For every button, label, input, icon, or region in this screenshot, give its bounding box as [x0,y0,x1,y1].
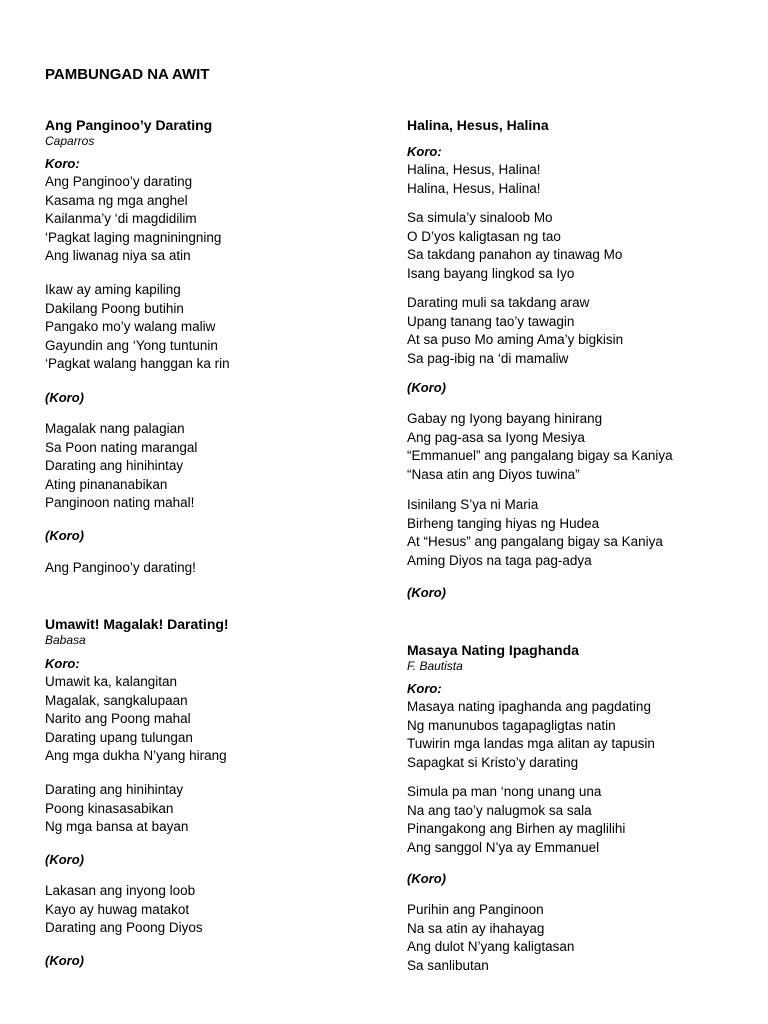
lyric-line: Dakilang Poong butihin [45,300,184,316]
lyric-line: Darating ang hinihintay [45,782,184,797]
lyric-line: Ng mga bansa at bayan [45,819,189,834]
verse-block [407,410,747,484]
lyric-line: Masaya nating ipaghanda ang pagdating [407,699,651,714]
lyric-line: “Nasa atin ang Diyos tuwina” [407,466,580,482]
song-title: Umawit! Magalak! Darating! [45,616,229,632]
lyric-line: Pangako mo’y walang maliw [45,319,216,334]
lyric-line: Isang bayang lingkod sa Iyo [407,265,575,281]
lyric-line: At sa puso Mo aming Ama’y bigkisin [407,332,624,347]
koro-block [407,143,747,198]
lyric-line: Umawit ka, kalangitan [45,674,178,689]
lyric-line: Ang sanggol N’ya ay Emmanuel [407,839,600,855]
koro-ref: (Koro) [45,528,84,543]
verse-block [45,781,385,837]
lyric-line: Kayo ay huwag matakot [45,901,190,917]
lyric-line: Gabay ng Iyong bayang hinirang [407,411,603,426]
lyric-line: Kasama ng mga anghel [45,192,188,208]
lyric-line: Ng manunubos tagapagligtas natin [407,717,616,733]
lyric-line: Na ang tao’y nalugmok sa sala [407,802,592,818]
lyric-line: Sa pag-ibig na ‘di mamaliw [407,350,569,366]
song-author: F. Bautista [407,659,463,673]
lyric-line: Magalak, sangkalupaan [45,692,188,708]
lyric-line: Sa Poon nating marangal [45,439,198,455]
lyric-line: Poong kinasasabikan [45,800,174,816]
lyric-line: ‘Pagkat laging magniningning [45,229,222,245]
koro-ref: (Koro) [407,585,446,600]
lyric-line: At “Hesus” ang pangalang bigay sa Kaniya [407,534,663,549]
verse-block [407,901,747,975]
verse-block [407,209,747,283]
lyric-line: Panginoon nating mahal! [45,495,195,510]
lyric-line: Halina, Hesus, Halina! [407,180,541,196]
koro-label: Koro: [407,144,442,159]
lyric-line: Isinilang S’ya ni Maria [407,497,539,512]
lyric-line: Sa simula’y sinaloob Mo [407,210,553,225]
lyric-line: O D’yos kaligtasan ng tao [407,228,561,244]
lyric-line: Darating ang Poong Diyos [45,920,203,935]
lyric-line: Magalak nang palagian [45,421,185,436]
lyric-line: Ang Panginoo’y darating! [45,560,196,575]
lyric-line: Darating ang hinihintay [45,458,184,473]
song-title: Halina, Hesus, Halina [407,117,549,133]
lyric-line: Aming Diyos na taga pag-adya [407,552,592,568]
lyric-line: Ikaw ay aming kapiling [45,282,181,297]
koro-ref: (Koro) [407,380,446,395]
lyric-line: Gayundin ang ‘Yong tuntunin [45,337,218,353]
lyric-line: Sa takdang panahon ay tinawag Mo [407,247,623,262]
song-author: Babasa [45,633,86,647]
lyric-line: Ang mga dukha N’yang hirang [45,748,227,763]
koro-block [45,655,385,766]
song-masaya-nating-ipaghanda [407,641,747,674]
lyric-line: Tuwirin mga landas mga alitan ay tapusin [407,736,655,751]
lyric-line: Ating pinananabikan [45,476,168,492]
lyric-line: Lakasan ang inyong loob [45,883,196,898]
song-title: Ang Panginoo’y Darating [45,117,213,133]
lyric-line: Narito ang Poong mahal [45,711,191,726]
song-umawit-magalak-darating [45,615,385,648]
lyric-line: Simula pa man ‘nong unang una [407,784,602,799]
lyric-line: Birheng tanging hiyas ng Hudea [407,515,600,531]
song-author: Caparros [45,134,95,148]
lyric-line: Darating upang tulungan [45,729,193,745]
lyric-line: Pinangakong ang Birhen ay maglilihi [407,821,626,836]
page-title: PAMBUNGAD NA AWIT [45,66,210,83]
lyric-line: Ang pag-asa sa Iyong Mesiya [407,429,585,445]
koro-ref: (Koro) [45,953,84,968]
song-title: Masaya Nating Ipaghanda [407,642,579,658]
koro-label: Koro: [407,681,442,696]
lyric-line: Na sa atin ay ihahayag [407,920,545,936]
koro-label: Koro: [45,156,80,171]
verse-block [407,294,747,368]
lyric-line: Kailanma’y ‘di magdidilim [45,211,197,226]
koro-ref: (Koro) [45,390,84,405]
lyric-line: Darating muli sa takdang araw [407,295,590,310]
koro-ref: (Koro) [45,852,84,867]
lyric-line: Ang liwanag niya sa atin [45,248,191,263]
koro-block [407,680,747,772]
koro-ref: (Koro) [407,871,446,886]
verse-block [407,496,747,570]
verse-block [45,882,385,938]
song-ang-panginooy-darating [45,116,385,149]
lyric-line: Upang tanang tao’y tawagin [407,313,575,329]
verse-block [45,420,385,513]
lyric-line: Ang Panginoo’y darating [45,174,193,189]
lyric-line: Sa sanlibutan [407,957,489,973]
lyric-line: Ang dulot N’yang kaligtasan [407,939,575,954]
verse-block [407,783,747,857]
lyric-line: “Emmanuel” ang pangalang bigay sa Kaniya [407,448,673,463]
lyric-line: ‘Pagkat walang hanggan ka rin [45,356,230,371]
verse-block [45,281,385,374]
koro-block [45,155,385,266]
lyric-line: Halina, Hesus, Halina! [407,162,541,177]
lyric-line: Sapagkat si Kristo’y darating [407,754,579,770]
lyric-line: Purihin ang Panginoon [407,902,544,917]
koro-label: Koro: [45,656,80,671]
